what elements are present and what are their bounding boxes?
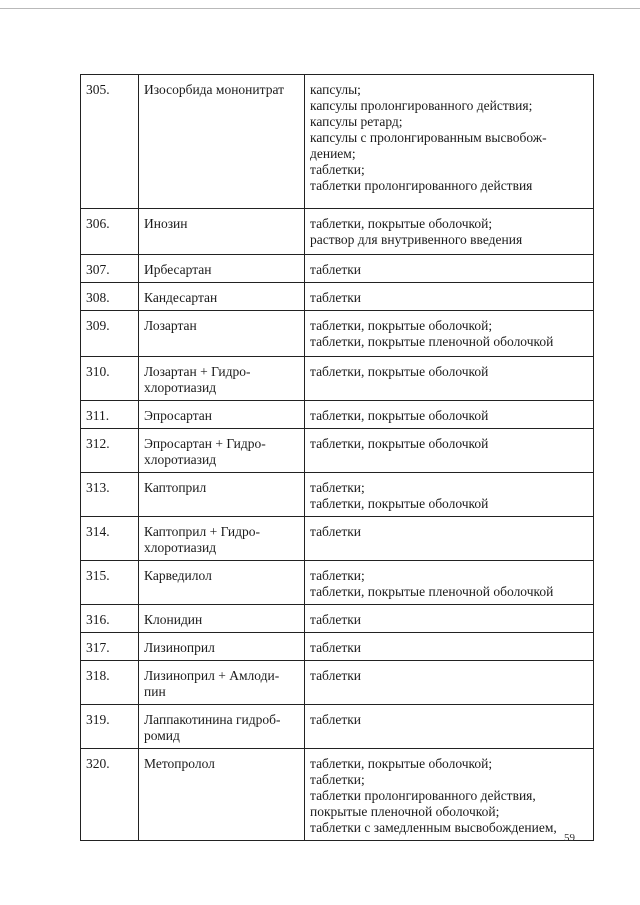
dosage-form-line: дением; bbox=[310, 146, 356, 161]
dosage-forms bbox=[305, 311, 594, 357]
drug-name: Клонидин bbox=[139, 605, 305, 633]
dosage-form-line: таблетки, покрытые пленочной оболочкой bbox=[310, 584, 554, 599]
table-row bbox=[81, 209, 594, 255]
dosage-forms bbox=[305, 255, 594, 283]
dosage-forms bbox=[305, 401, 594, 429]
drug-name: Лизиноприл bbox=[139, 633, 305, 661]
dosage-form-line: таблетки bbox=[310, 262, 362, 277]
dosage-form-line: таблетки с замедленным высвобождением, bbox=[310, 820, 557, 835]
table-row bbox=[81, 605, 594, 633]
drug-name: Ирбесартан bbox=[139, 255, 305, 283]
table-row bbox=[81, 283, 594, 311]
drug-table bbox=[80, 74, 594, 841]
dosage-form-line: таблетки; bbox=[310, 480, 365, 495]
drug-name: Карведилол bbox=[139, 561, 305, 605]
table-row bbox=[81, 705, 594, 749]
table-row bbox=[81, 75, 594, 209]
table-row bbox=[81, 401, 594, 429]
dosage-form-line: капсулы; bbox=[310, 82, 361, 97]
scan-edge-line bbox=[0, 8, 640, 9]
table-row bbox=[81, 255, 594, 283]
dosage-form-line: таблетки, покрытые пленочной оболочкой bbox=[310, 334, 554, 349]
dosage-forms bbox=[305, 561, 594, 605]
drug-name: Лаппакотинина гидроб-ромид bbox=[139, 705, 305, 749]
dosage-forms bbox=[305, 517, 594, 561]
drug-name: Каптоприл bbox=[139, 473, 305, 517]
drug-name: Инозин bbox=[139, 209, 305, 255]
dosage-forms bbox=[305, 605, 594, 633]
row-number: 310. bbox=[81, 357, 139, 401]
dosage-form-line: таблетки bbox=[310, 612, 362, 627]
dosage-forms bbox=[305, 75, 594, 209]
dosage-form-line: таблетки, покрытые оболочкой bbox=[310, 496, 489, 511]
drug-name: Кандесартан bbox=[139, 283, 305, 311]
row-number: 305. bbox=[81, 75, 139, 209]
row-number: 313. bbox=[81, 473, 139, 517]
drug-name: Лозартан + Гидро-хлоротиазид bbox=[139, 357, 305, 401]
dosage-form-line: таблетки, покрытые оболочкой; bbox=[310, 318, 493, 333]
dosage-form-line: таблетки, покрытые оболочкой bbox=[310, 408, 489, 423]
page-number: 59 bbox=[564, 832, 575, 844]
table-row bbox=[81, 517, 594, 561]
drug-table-body bbox=[81, 75, 594, 841]
row-number: 308. bbox=[81, 283, 139, 311]
table-row bbox=[81, 357, 594, 401]
row-number: 306. bbox=[81, 209, 139, 255]
dosage-forms bbox=[305, 705, 594, 749]
dosage-forms bbox=[305, 209, 594, 255]
dosage-form-line: таблетки bbox=[310, 712, 362, 727]
drug-name: Эпросартан bbox=[139, 401, 305, 429]
dosage-forms bbox=[305, 357, 594, 401]
row-number: 320. bbox=[81, 749, 139, 841]
table-row bbox=[81, 633, 594, 661]
drug-name: Изосорбида мононитрат bbox=[139, 75, 305, 209]
dosage-forms bbox=[305, 429, 594, 473]
dosage-form-line: таблетки; bbox=[310, 772, 365, 787]
dosage-forms bbox=[305, 661, 594, 705]
dosage-form-line: таблетки пролонгированного действия, bbox=[310, 788, 536, 803]
row-number: 309. bbox=[81, 311, 139, 357]
dosage-form-line: таблетки bbox=[310, 524, 362, 539]
dosage-form-line: капсулы ретард; bbox=[310, 114, 403, 129]
dosage-forms bbox=[305, 749, 594, 841]
row-number: 319. bbox=[81, 705, 139, 749]
dosage-form-line: таблетки bbox=[310, 668, 362, 683]
dosage-forms bbox=[305, 473, 594, 517]
drug-name: Лизиноприл + Амлоди-пин bbox=[139, 661, 305, 705]
dosage-form-line: таблетки; bbox=[310, 162, 365, 177]
dosage-form-line: покрытые пленочной оболочкой; bbox=[310, 804, 500, 819]
row-number: 307. bbox=[81, 255, 139, 283]
row-number: 317. bbox=[81, 633, 139, 661]
table-row bbox=[81, 561, 594, 605]
table-row bbox=[81, 749, 594, 841]
drug-name: Лозартан bbox=[139, 311, 305, 357]
drug-name: Метопролол bbox=[139, 749, 305, 841]
table-row bbox=[81, 311, 594, 357]
row-number: 314. bbox=[81, 517, 139, 561]
dosage-form-line: таблетки bbox=[310, 290, 362, 305]
dosage-form-line: таблетки, покрытые оболочкой bbox=[310, 364, 489, 379]
table-row bbox=[81, 429, 594, 473]
drug-name: Каптоприл + Гидро-хлоротиазид bbox=[139, 517, 305, 561]
row-number: 318. bbox=[81, 661, 139, 705]
dosage-form-line: таблетки, покрытые оболочкой bbox=[310, 436, 489, 451]
dosage-form-line: таблетки, покрытые оболочкой; bbox=[310, 756, 493, 771]
row-number: 315. bbox=[81, 561, 139, 605]
table-row bbox=[81, 473, 594, 517]
dosage-form-line: таблетки bbox=[310, 640, 362, 655]
dosage-form-line: капсулы пролонгированного действия; bbox=[310, 98, 533, 113]
drug-name: Эпросартан + Гидро-хлоротиазид bbox=[139, 429, 305, 473]
row-number: 312. bbox=[81, 429, 139, 473]
dosage-forms bbox=[305, 633, 594, 661]
dosage-form-line: капсулы с пролонгированным высвобож- bbox=[310, 130, 547, 145]
dosage-form-line: раствор для внутривенного введения bbox=[310, 232, 523, 247]
dosage-form-line: таблетки, покрытые оболочкой; bbox=[310, 216, 493, 231]
dosage-forms bbox=[305, 283, 594, 311]
table-row bbox=[81, 661, 594, 705]
dosage-form-line: таблетки; bbox=[310, 568, 365, 583]
row-number: 316. bbox=[81, 605, 139, 633]
dosage-form-line: таблетки пролонгированного действия bbox=[310, 178, 533, 193]
row-number: 311. bbox=[81, 401, 139, 429]
